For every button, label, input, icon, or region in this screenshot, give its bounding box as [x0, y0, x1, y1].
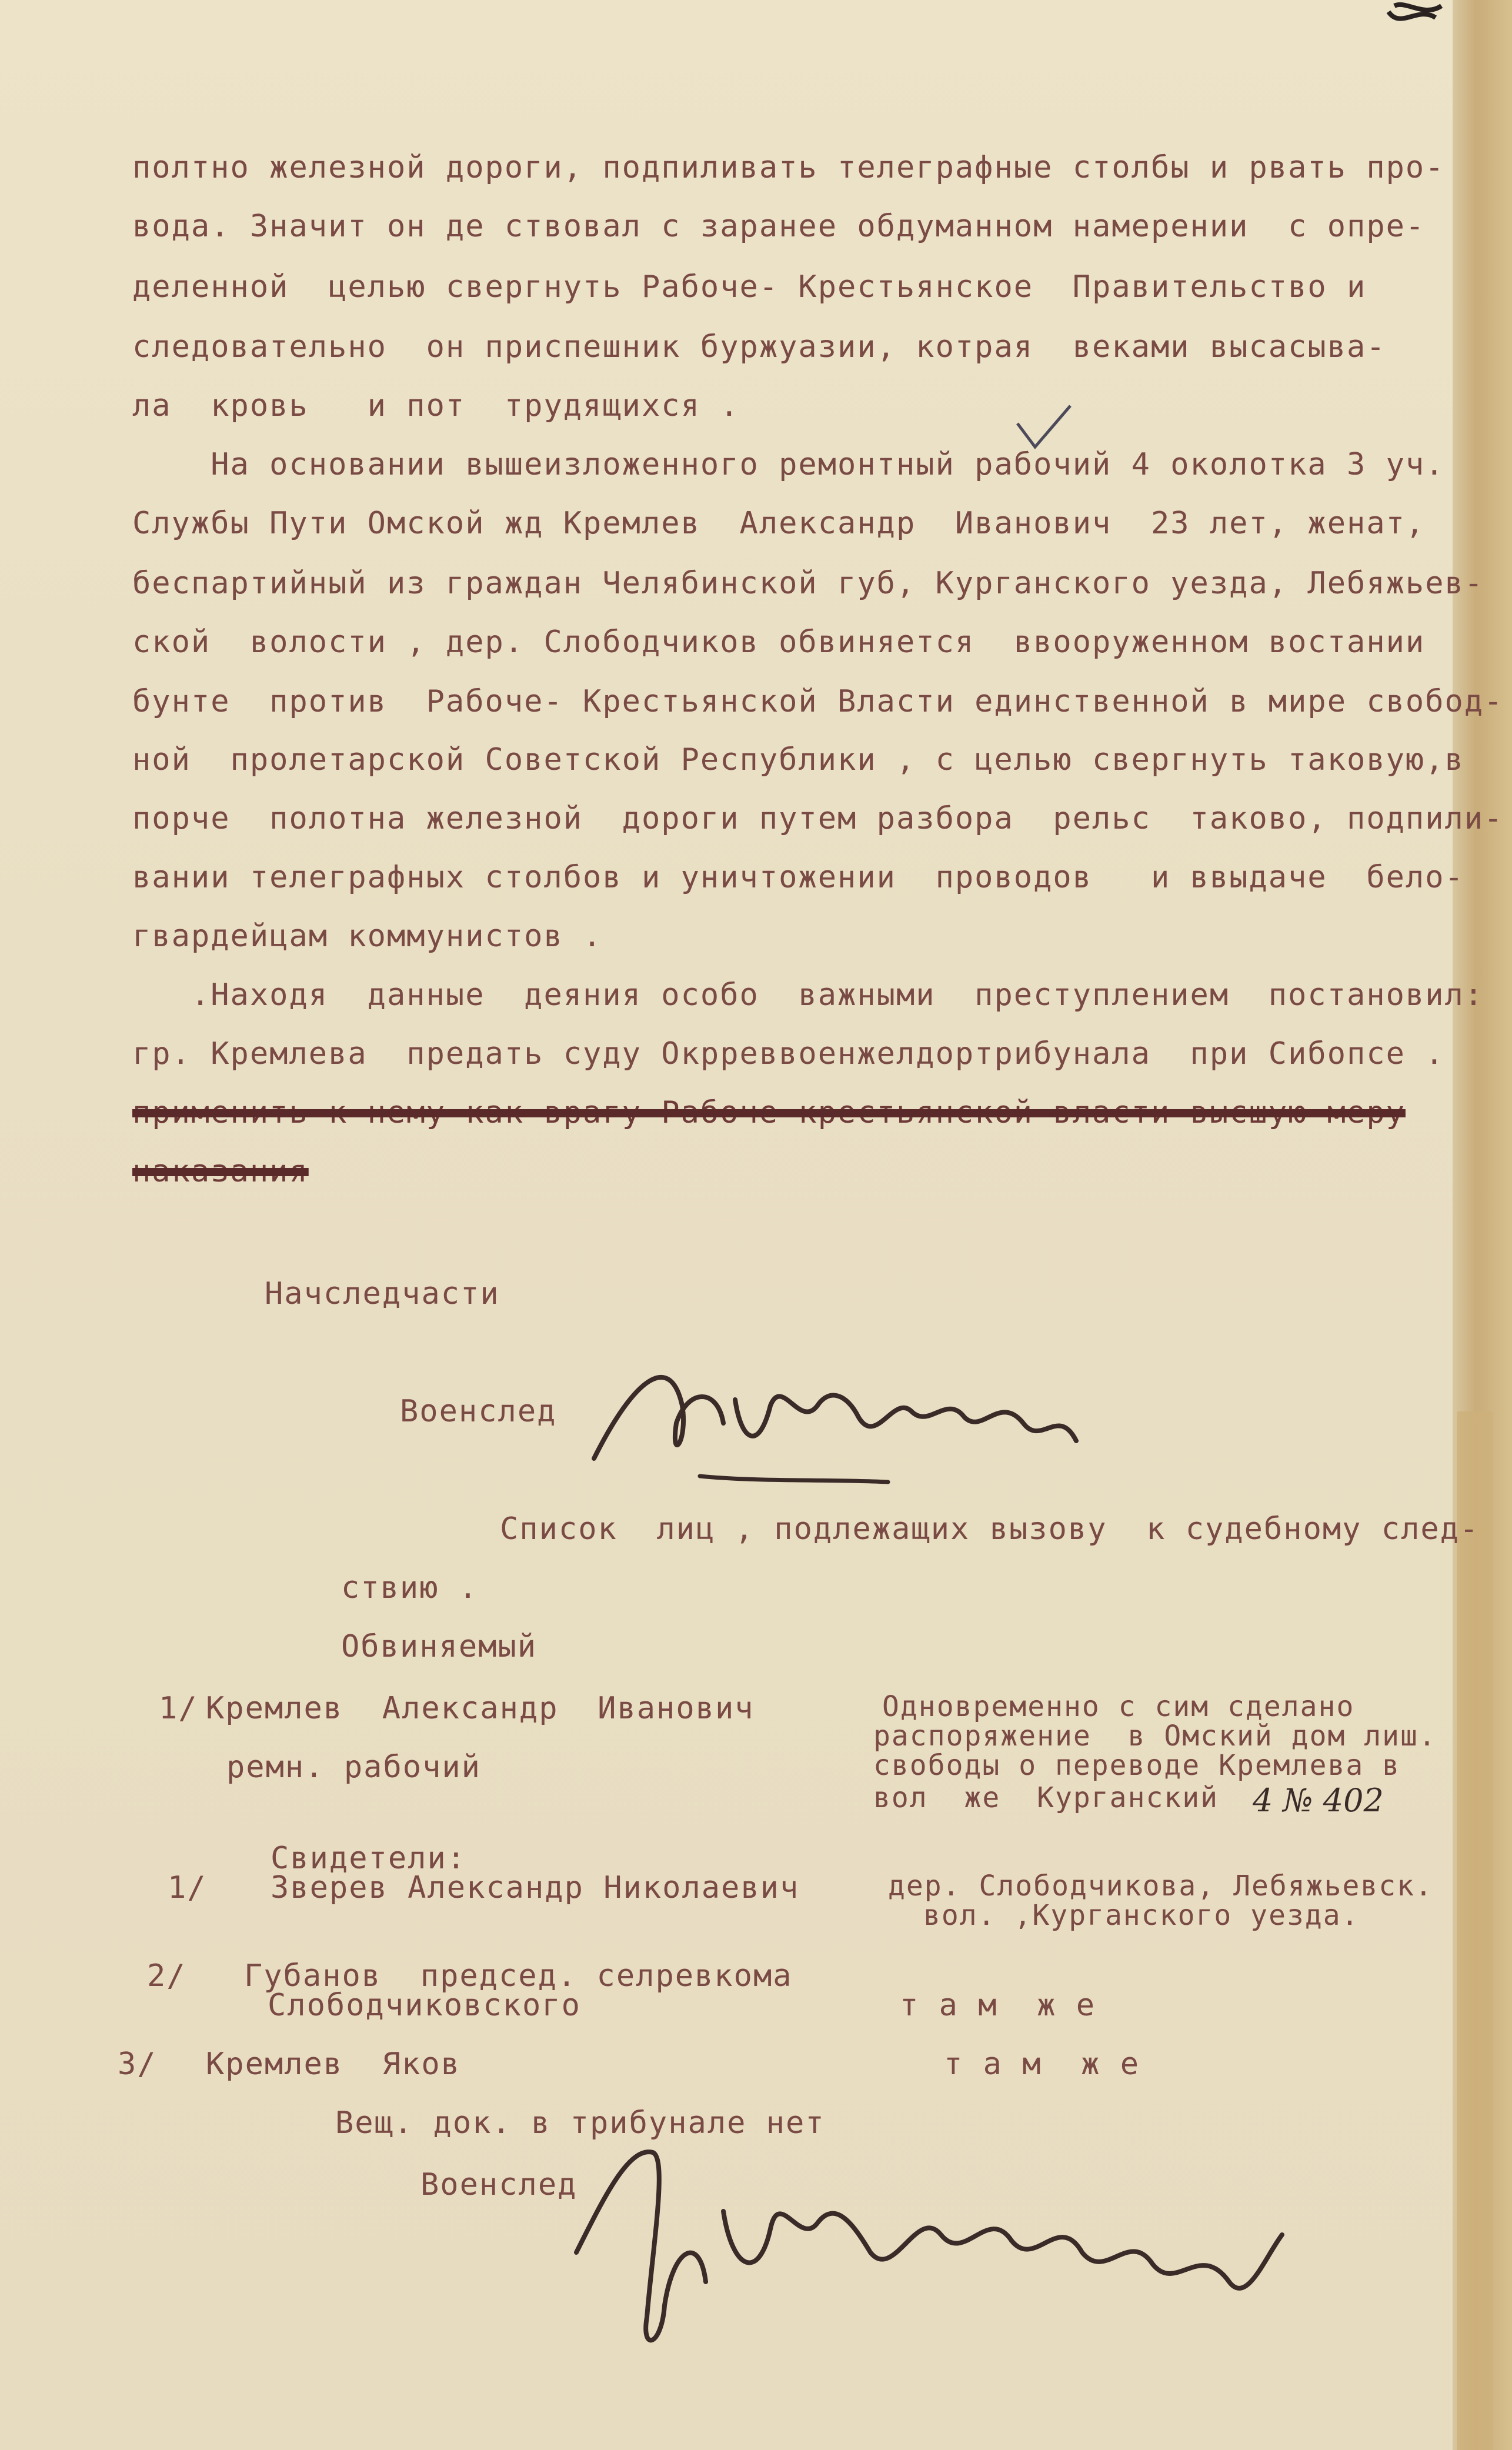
- body-line-1: полтно железной дороги, подпиливать телеграфные столбы и рвать про-: [132, 150, 1445, 185]
- summons-title: Список лиц , подлежащих вызову к судебному след-: [500, 1511, 1480, 1547]
- witness-3-name: Кремлев Яков: [206, 2047, 460, 2082]
- witness-1-num: 1/: [168, 1870, 207, 1905]
- witness-2-num: 2/: [147, 1958, 186, 1994]
- body-line-9: ской волости , дер. Слободчиков обвиняется ввооруженном востании: [132, 625, 1426, 660]
- body-line-10: бунте против Рабоче- Крестьянской Власти единственной в мире свобод-: [132, 684, 1504, 719]
- accused-num: 1/: [159, 1691, 198, 1726]
- witness-2-address: т а м ж е: [900, 1988, 1096, 2023]
- note-handwritten-number: 4 № 402: [1253, 1782, 1384, 1819]
- investigator-signature-2: [565, 2129, 1359, 2364]
- investigator-label-2: Военслед: [420, 2167, 578, 2202]
- note-line-1: Одновременно с сим сделано: [882, 1690, 1355, 1723]
- accused-name: Кремлев Александр Иванович: [206, 1691, 755, 1726]
- body-line-5: ла кровь и пот трудящихся .: [132, 388, 740, 423]
- witness-1-address-2: вол. ,Курганского уезда.: [923, 1899, 1360, 1932]
- body-line-13: вании телеграфных столбов и уничтожении проводов и ввыдаче бело-: [132, 860, 1464, 895]
- body-line-14: гвардейцам коммунистов .: [132, 919, 603, 954]
- witness-1-name: Зверев Александр Николаевич: [271, 1870, 800, 1905]
- struck-line-2: наказания: [132, 1154, 309, 1189]
- evidence-line: Вещ. док. в трибунале нет: [335, 2105, 825, 2141]
- note-line-2: распоряжение в Омский дом лиш.: [873, 1720, 1437, 1753]
- body-line-16: гр. Кремлева предать суду Окрреввоенжелдортрибунала при Сибопсе .: [132, 1036, 1445, 1072]
- investigator-label: Военслед: [400, 1394, 557, 1429]
- body-line-8: беспартийный из граждан Челябинской губ, Курганского уезда, Лебяжьев-: [132, 566, 1484, 601]
- witness-3-num: 3/: [118, 2047, 157, 2082]
- body-line-11: ной пролетарской Советской Республики , с целью свергнуть таковую,в: [132, 742, 1464, 777]
- check-mark-icon: [1012, 400, 1076, 453]
- accused-header: Обвиняемый: [341, 1629, 538, 1664]
- body-line-2: вода. Значит он де ствовал с заранее обдуманном намерении с опре-: [132, 209, 1426, 244]
- body-line-4: следовательно он приспешник буржуазии, котрая веками высасыва-: [132, 329, 1386, 365]
- witness-1-address: дер. Слободчикова, Лебяжьевск.: [888, 1870, 1433, 1902]
- witnesses-header: Свидетели:: [271, 1841, 467, 1876]
- summons-title-cont: ствию .: [341, 1570, 479, 1605]
- struck-line-1: применить к нему как врагу Рабоче-крестьянской власти высшую меру: [132, 1095, 1406, 1130]
- note-line-4: вол же Курганский: [873, 1781, 1219, 1814]
- paper-edge-strip: [1457, 1411, 1493, 2450]
- accused-role: ремн. рабочий: [226, 1750, 481, 1785]
- body-line-3: деленной целью свергнуть Рабоче- Крестьянское Правительство и: [132, 269, 1367, 305]
- corner-pencil-mark: [1383, 0, 1453, 35]
- investigator-signature-1: [582, 1341, 1112, 1494]
- body-line-12: порче полотна железной дороги путем разбора рельс таково, подпили-: [132, 801, 1504, 836]
- witness-2-name: Губанов председ. селревкома: [244, 1958, 793, 1994]
- body-line-7: Службы Пути Омской жд Кремлев Александр Иванович 23 лет, женат,: [132, 506, 1426, 541]
- chief-label: Начследчасти: [265, 1276, 500, 1311]
- note-line-3: свободы о переводе Кремлева в: [873, 1749, 1401, 1782]
- witness-3-address: т а м ж е: [944, 2047, 1140, 2082]
- witness-2-name-2: Слободчиковского: [268, 1988, 581, 2023]
- body-line-6: На основании вышеизложенного ремонтный рабочий 4 околотка 3 уч.: [132, 447, 1445, 482]
- body-line-15: .Находя данные деяния особо важными преступлением постановил:: [132, 977, 1484, 1013]
